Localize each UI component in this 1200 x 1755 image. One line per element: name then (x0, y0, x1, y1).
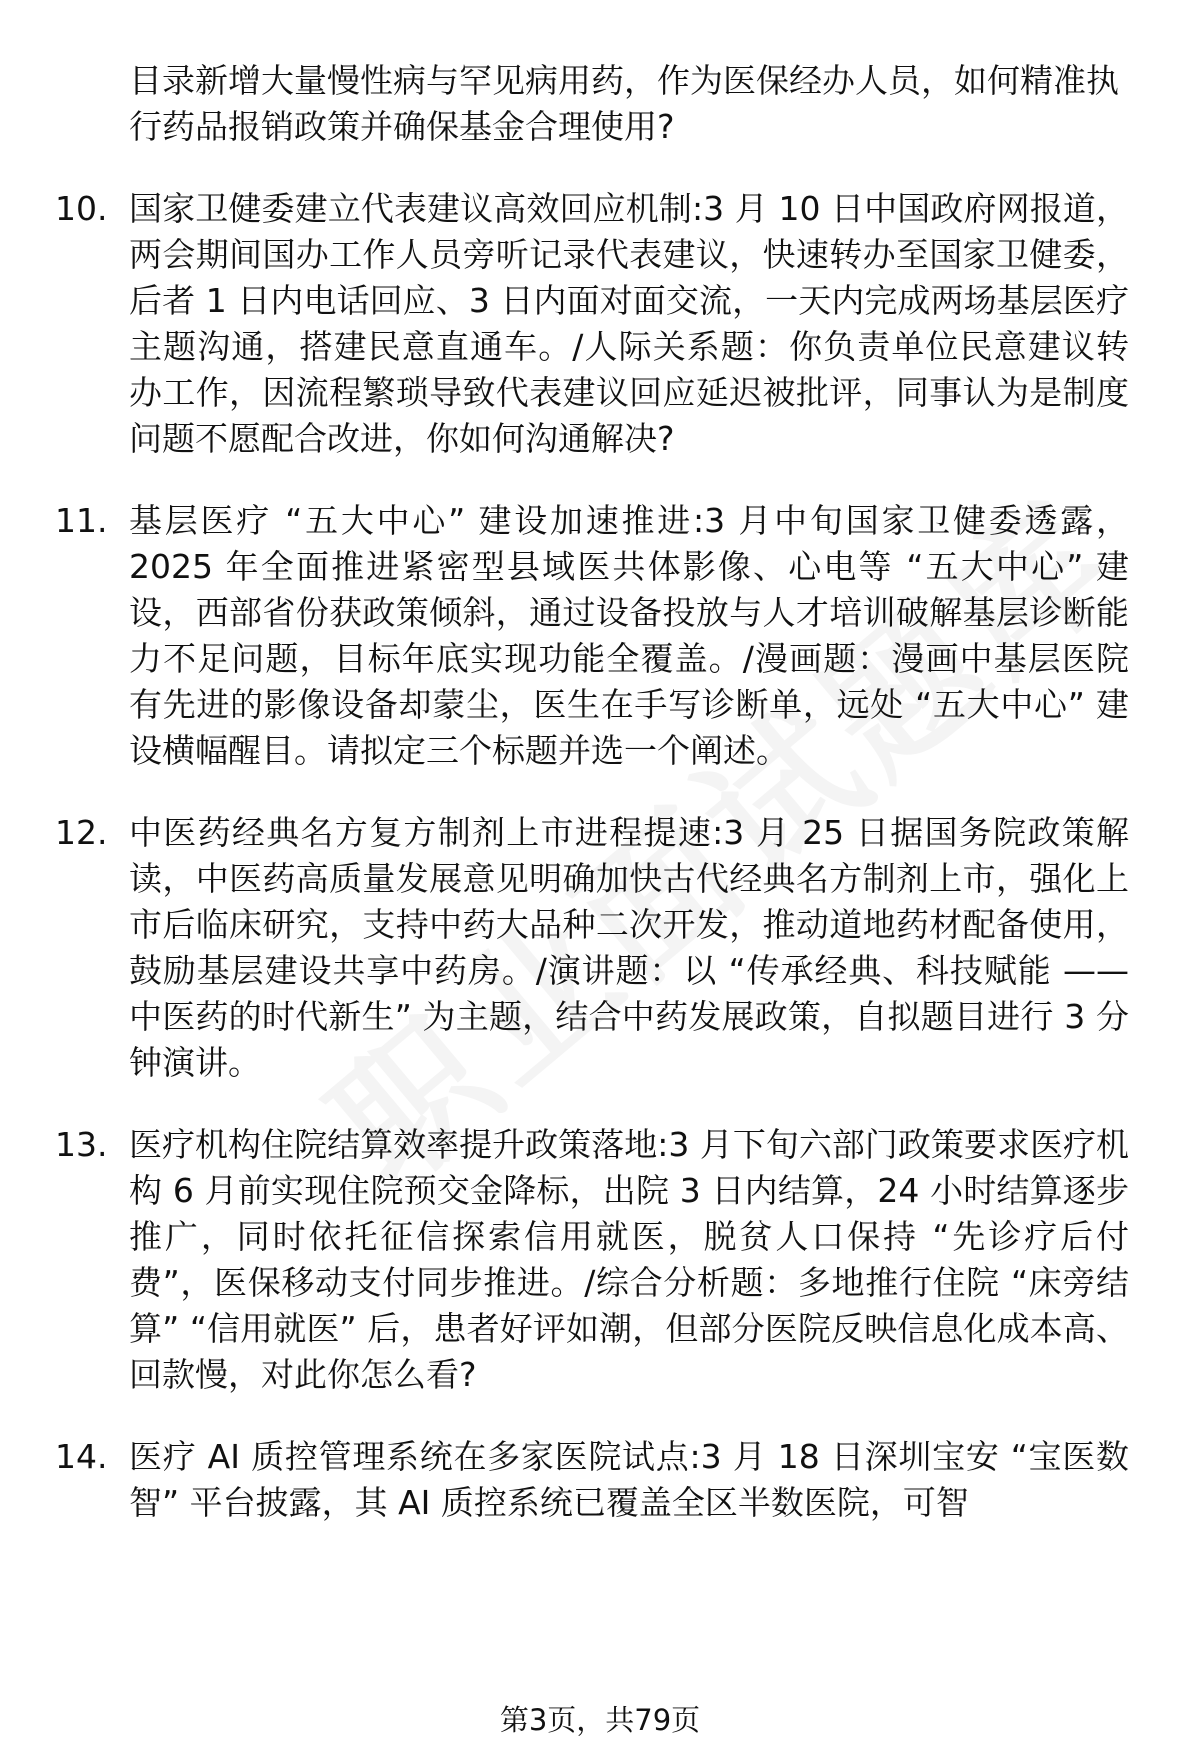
item-number: 10. (55, 189, 108, 228)
item-number: 12. (55, 813, 108, 852)
page-number-footer: 第3页，共79页 (499, 1703, 701, 1737)
list-item (55, 186, 1155, 462)
item-number: 14. (55, 1437, 108, 1476)
continued-paragraph: 目录新增大量慢性病与罕见病用药，作为医保经办人员，如何精准执行药品报销政策并确保基金合理使用? (129, 61, 1119, 146)
item-text: 医疗机构住院结算效率提升政策落地:3 月下旬六部门政策要求医疗机构 6 月前实现住院预交金降标，出院 3 日内结算，24 小时结算逐步推广，同时依托征信探索信用就医，脱贫人口保持 “先诊疗后付费”，医保移动支付同步推进。/综合分析题：多地推行住院 “床旁结算” “信用就医” 后，患者好评如潮，但部分医院反映信息化成本高、回款慢，对此你怎么看? (129, 1125, 1129, 1394)
item-text: 国家卫健委建立代表建议高效回应机制:3 月 10 日中国政府网报道，两会期间国办工作人员旁听记录代表建议，快速转办至国家卫健委，后者 1 日内电话回应、3 日内面对面交流，一天内完成两场基层医疗主题沟通，搭建民意直通车。/人际关系题：你负责单位民意建议转办工作，因流程繁琐导致代表建议回应延迟被批评，同事认为是制度问题不愿配合改进，你如何沟通解决? (129, 189, 1129, 458)
item-text: 中医药经典名方复方制剂上市进程提速:3 月 25 日据国务院政策解读，中医药高质量发展意见明确加快古代经典名方制剂上市，强化上市后临床研究，支持中药大品种二次开发，推动道地药材配备使用，鼓励基层建设共享中药房。/演讲题：以 “传承经典、科技赋能 —— 中医药的时代新生” 为主题，结合中药发展政策，自拟题目进行 3 分钟演讲。 (129, 813, 1129, 1082)
list-item (55, 810, 1155, 1086)
list-item (55, 1122, 1155, 1398)
item-number: 13. (55, 1125, 108, 1164)
page-content (55, 58, 1155, 1562)
list-item (55, 1434, 1155, 1526)
item-number: 11. (55, 501, 108, 540)
list-item (55, 498, 1155, 774)
item-text: 基层医疗 “五大中心” 建设加速推进:3 月中旬国家卫健委透露，2025 年全面推进紧密型县域医共体影像、心电等 “五大中心” 建设，西部省份获政策倾斜，通过设备投放与人才培训破解基层诊断能力不足问题，目标年底实现功能全覆盖。/漫画题：漫画中基层医院有先进的影像设备却蒙尘，医生在手写诊断单，远处 “五大中心” 建设横幅醒目。请拟定三个标题并选一个阐述。 (129, 501, 1129, 770)
item-text: 医疗 AI 质控管理系统在多家医院试点:3 月 18 日深圳宝安 “宝医数智” 平台披露，其 AI 质控系统已覆盖全区半数医院，可智 (129, 1437, 1129, 1522)
